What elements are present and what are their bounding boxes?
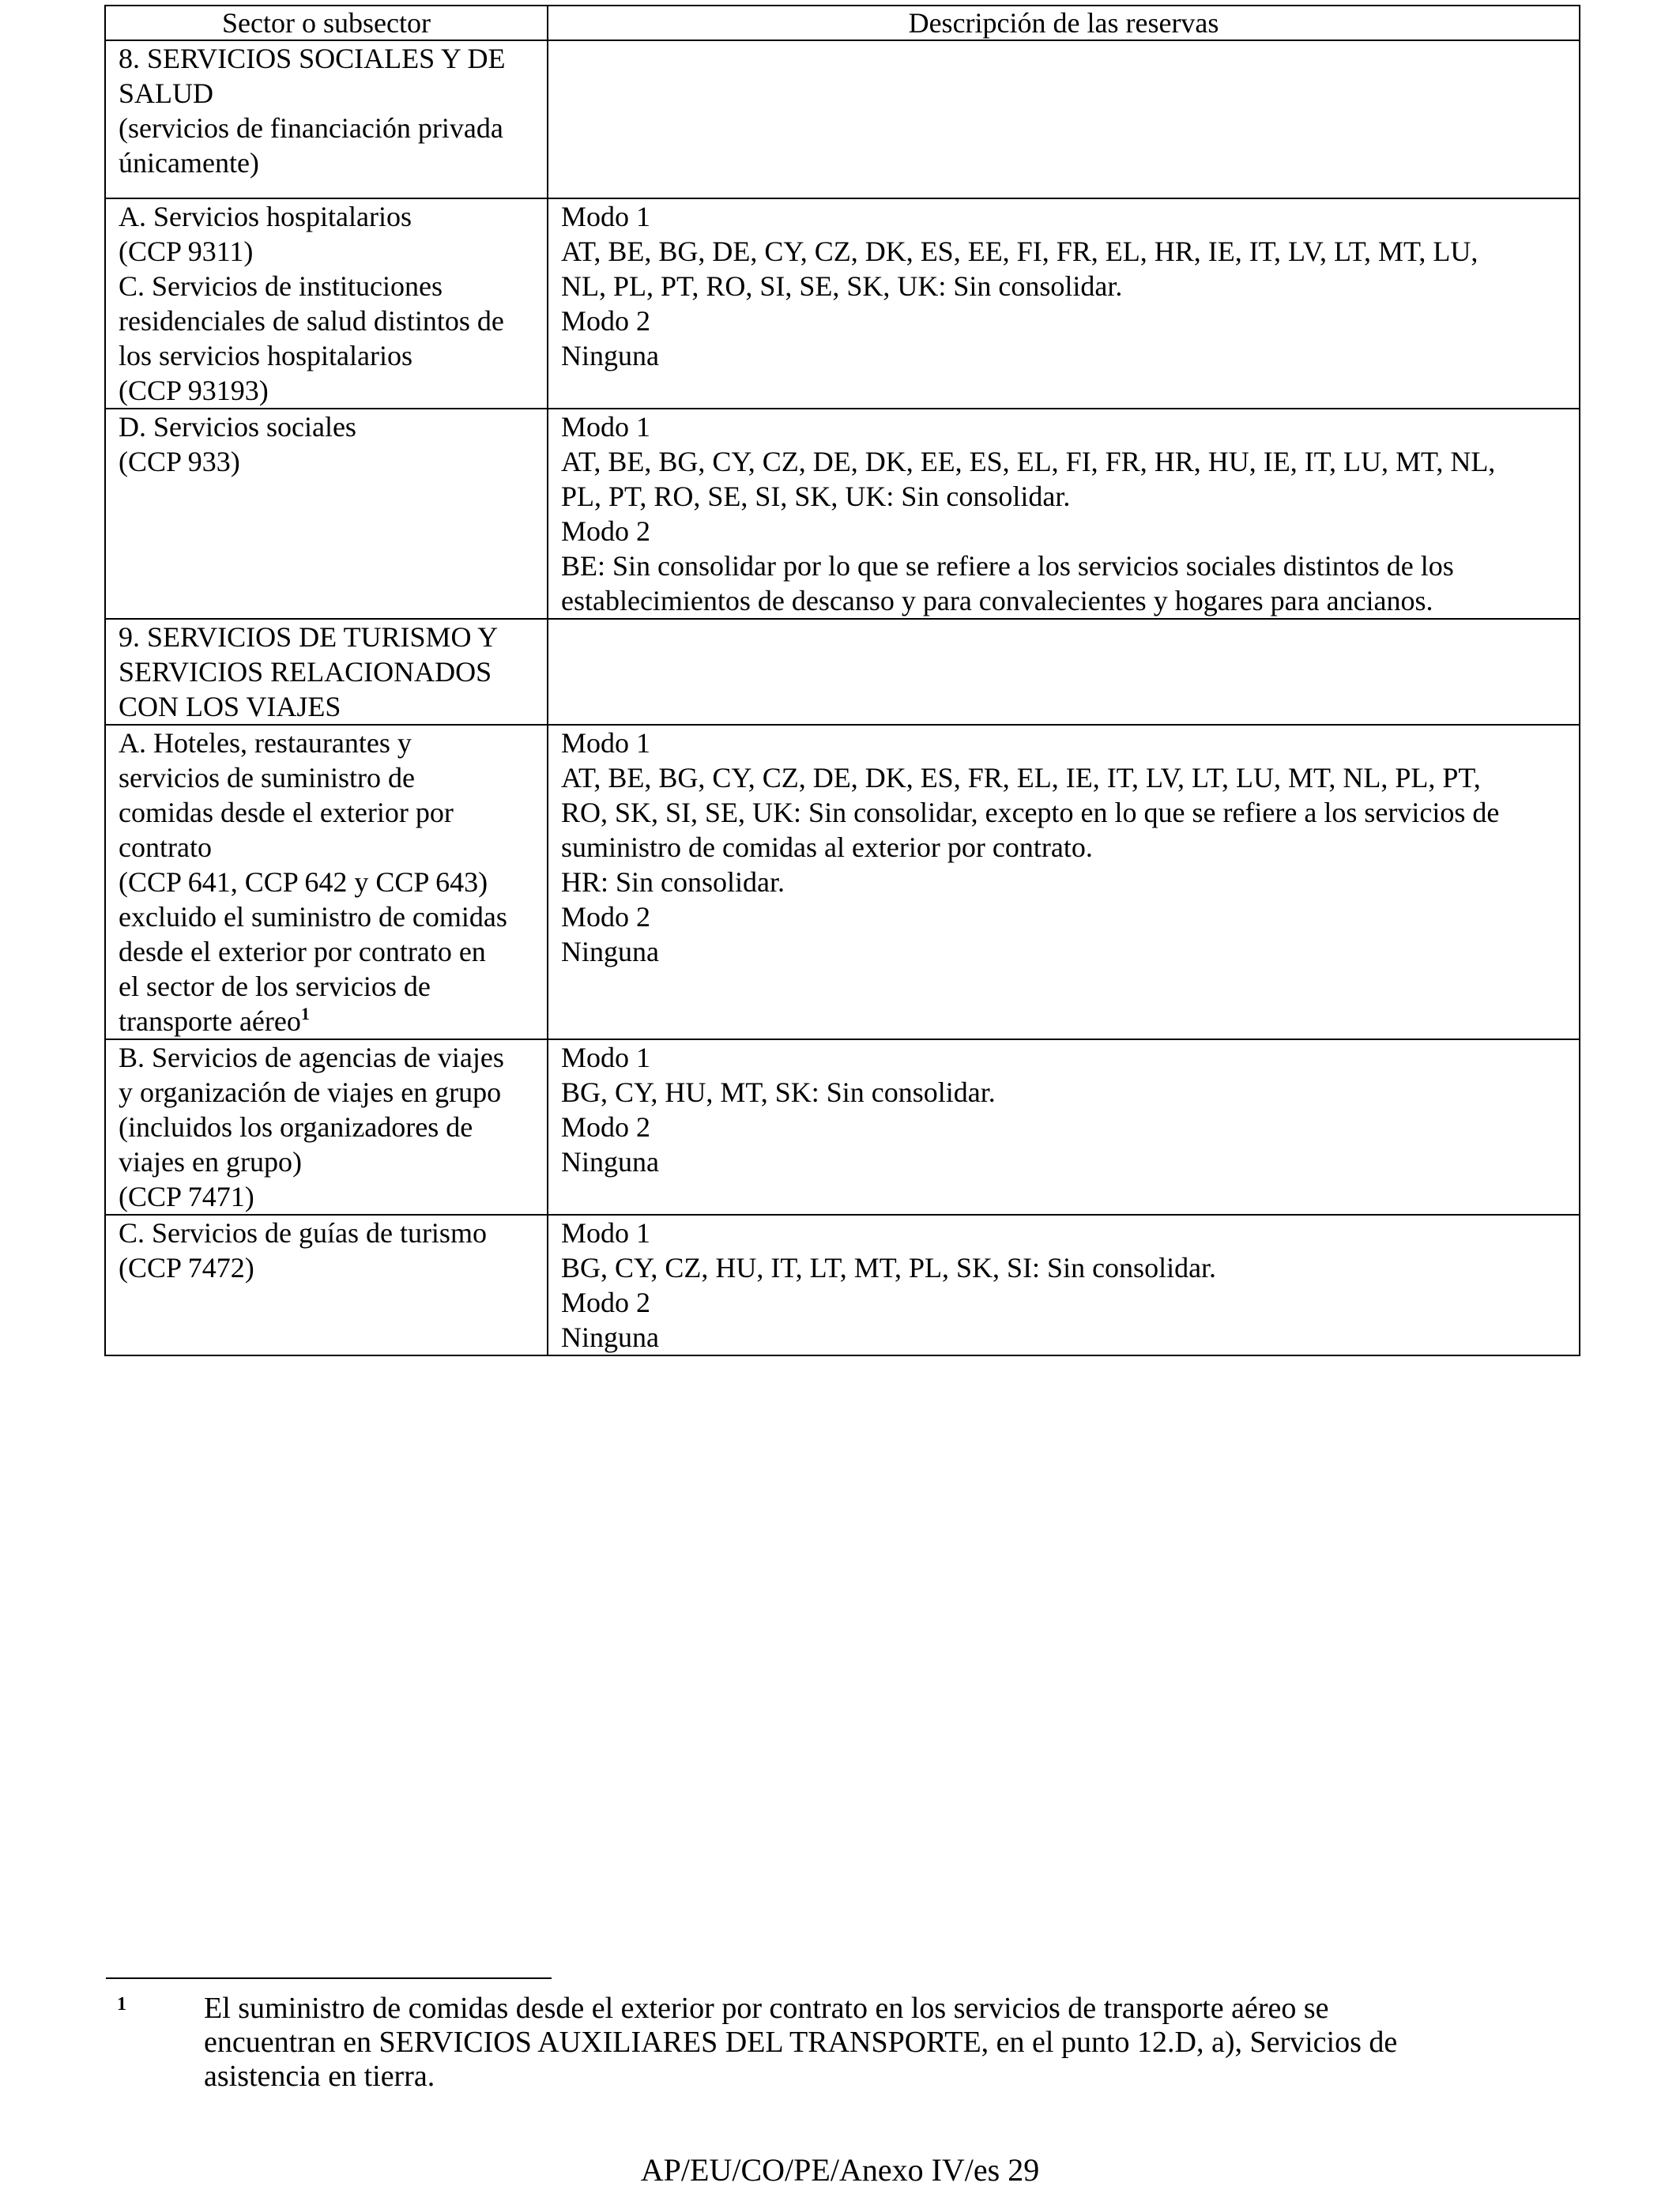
description-line: RO, SK, SI, SE, UK: Sin consolidar, excepto en lo que se refiere a los servicios de bbox=[561, 797, 1500, 828]
sector-line: los servicios hospitalarios bbox=[119, 340, 412, 371]
sector-line: C. Servicios de instituciones bbox=[119, 270, 443, 302]
description-line: AT, BE, BG, DE, CY, CZ, DK, ES, EE, FI, FR, EL, HR, IE, IT, LV, LT, MT, LU, bbox=[561, 236, 1478, 267]
description-cell bbox=[548, 619, 1580, 725]
sector-line: (servicios de financiación privada bbox=[119, 112, 503, 144]
sector-line: contrato bbox=[119, 831, 212, 863]
sector-line: (incluidos los organizadores de bbox=[119, 1111, 473, 1143]
sector-line: 9. SERVICIOS DE TURISMO Y bbox=[119, 621, 499, 653]
description-line: AT, BE, BG, CY, CZ, DE, DK, EE, ES, EL, FI, FR, HR, HU, IE, IT, LU, MT, NL, bbox=[561, 446, 1496, 477]
sector-line: el sector de los servicios de bbox=[119, 971, 431, 1002]
sector-line: comidas desde el exterior por bbox=[119, 797, 454, 828]
sector-cell bbox=[105, 409, 548, 619]
sector-cell bbox=[105, 1039, 548, 1215]
sector-cell bbox=[105, 619, 548, 725]
description-line: BG, CY, HU, MT, SK: Sin consolidar. bbox=[561, 1076, 996, 1108]
sector-line: A. Servicios hospitalarios bbox=[119, 201, 412, 232]
description-line: Modo 1 bbox=[561, 201, 651, 232]
sector-line: (CCP 93193) bbox=[119, 375, 269, 406]
footnote-line: asistencia en tierra. bbox=[204, 2060, 435, 2093]
sector-line: (CCP 641, CCP 642 y CCP 643) bbox=[119, 866, 488, 898]
description-line: Ninguna bbox=[561, 936, 659, 967]
description-line: Ninguna bbox=[561, 1146, 659, 1178]
sector-line: únicamente) bbox=[119, 147, 259, 179]
table-row bbox=[105, 619, 1580, 725]
description-cell bbox=[548, 1215, 1580, 1355]
sector-line: (CCP 9311) bbox=[119, 236, 254, 267]
sector-line: C. Servicios de guías de turismo bbox=[119, 1217, 487, 1249]
sector-line: (CCP 933) bbox=[119, 446, 240, 477]
header-description: Descripción de las reservas bbox=[548, 6, 1580, 40]
reservations-table bbox=[104, 5, 1580, 1356]
footnote-mark: 1 bbox=[117, 1994, 126, 2015]
sector-line: residenciales de salud distintos de bbox=[119, 305, 504, 337]
sector-line: viajes en grupo) bbox=[119, 1146, 302, 1178]
description-line: Modo 2 bbox=[561, 305, 651, 337]
description-cell bbox=[548, 409, 1580, 619]
sector-cell bbox=[105, 1215, 548, 1355]
table-row bbox=[105, 409, 1580, 619]
sector-line: y organización de viajes en grupo bbox=[119, 1076, 502, 1108]
description-line: Modo 2 bbox=[561, 1287, 651, 1318]
table-row bbox=[105, 725, 1580, 1039]
table-header-row bbox=[105, 6, 1580, 40]
description-cell bbox=[548, 725, 1580, 1039]
description-line: BG, CY, CZ, HU, IT, LT, MT, PL, SK, SI: Sin consolidar. bbox=[561, 1252, 1217, 1284]
sector-line: excluido el suministro de comidas bbox=[119, 901, 507, 933]
description-line: NL, PL, PT, RO, SI, SE, SK, UK: Sin consolidar. bbox=[561, 270, 1123, 302]
footnote-line: encuentran en SERVICIOS AUXILIARES DEL TRANSPORTE, en el punto 12.D, a), Servicios de bbox=[204, 2026, 1398, 2059]
footnote bbox=[106, 1992, 1560, 2094]
description-line: establecimientos de descanso y para convalecientes y hogares para ancianos. bbox=[561, 585, 1433, 616]
sector-cell bbox=[105, 40, 548, 198]
sector-line: A. Hoteles, restaurantes y bbox=[119, 727, 412, 759]
sector-text: transporte aéreo bbox=[119, 1005, 301, 1037]
sector-line bbox=[119, 1004, 534, 1039]
sector-line: SALUD bbox=[119, 77, 214, 109]
description-line: PL, PT, RO, SE, SI, SK, UK: Sin consolidar. bbox=[561, 481, 1071, 512]
sector-line: 8. SERVICIOS SOCIALES Y DE bbox=[119, 43, 506, 74]
sector-line: desde el exterior por contrato en bbox=[119, 936, 486, 967]
sector-cell bbox=[105, 725, 548, 1039]
table-row bbox=[105, 1039, 1580, 1215]
sector-line: SERVICIOS RELACIONADOS bbox=[119, 656, 492, 688]
description-line: Modo 2 bbox=[561, 1111, 651, 1143]
footnote-separator bbox=[106, 1977, 552, 1979]
description-line: Modo 2 bbox=[561, 901, 651, 933]
table-row bbox=[105, 1215, 1580, 1355]
description-line: suministro de comidas al exterior por contrato. bbox=[561, 831, 1093, 863]
description-line: BE: Sin consolidar por lo que se refiere a los servicios sociales distintos de los bbox=[561, 550, 1454, 582]
description-line: Ninguna bbox=[561, 1321, 659, 1353]
header-sector: Sector o subsector bbox=[105, 6, 548, 40]
description-cell bbox=[548, 1039, 1580, 1215]
description-line: Modo 1 bbox=[561, 1042, 651, 1073]
description-line: Ninguna bbox=[561, 340, 659, 371]
sector-line: D. Servicios sociales bbox=[119, 411, 356, 443]
footnote-line: El suministro de comidas desde el exterior por contrato en los servicios de transporte aéreo se bbox=[204, 1992, 1329, 2025]
description-line: Modo 1 bbox=[561, 727, 651, 759]
table-row bbox=[105, 198, 1580, 409]
sector-line: servicios de suministro de bbox=[119, 762, 415, 794]
sector-cell bbox=[105, 198, 548, 409]
sector-line: (CCP 7472) bbox=[119, 1252, 254, 1284]
footnote-reference[interactable]: 1 bbox=[300, 1004, 310, 1023]
page-footer: AP/EU/CO/PE/Anexo IV/es 29 bbox=[640, 2152, 1040, 2188]
description-cell bbox=[548, 40, 1580, 198]
description-cell bbox=[548, 198, 1580, 409]
sector-line: (CCP 7471) bbox=[119, 1181, 254, 1212]
sector-line: CON LOS VIAJES bbox=[119, 691, 341, 722]
description-line: Modo 2 bbox=[561, 515, 651, 547]
table-row bbox=[105, 40, 1580, 198]
description-line: Modo 1 bbox=[561, 411, 651, 443]
description-line: Modo 1 bbox=[561, 1217, 651, 1249]
sector-line: B. Servicios de agencias de viajes bbox=[119, 1042, 504, 1073]
description-line: HR: Sin consolidar. bbox=[561, 866, 785, 898]
description-line: AT, BE, BG, CY, CZ, DE, DK, ES, FR, EL, IE, IT, LV, LT, LU, MT, NL, PL, PT, bbox=[561, 762, 1481, 794]
